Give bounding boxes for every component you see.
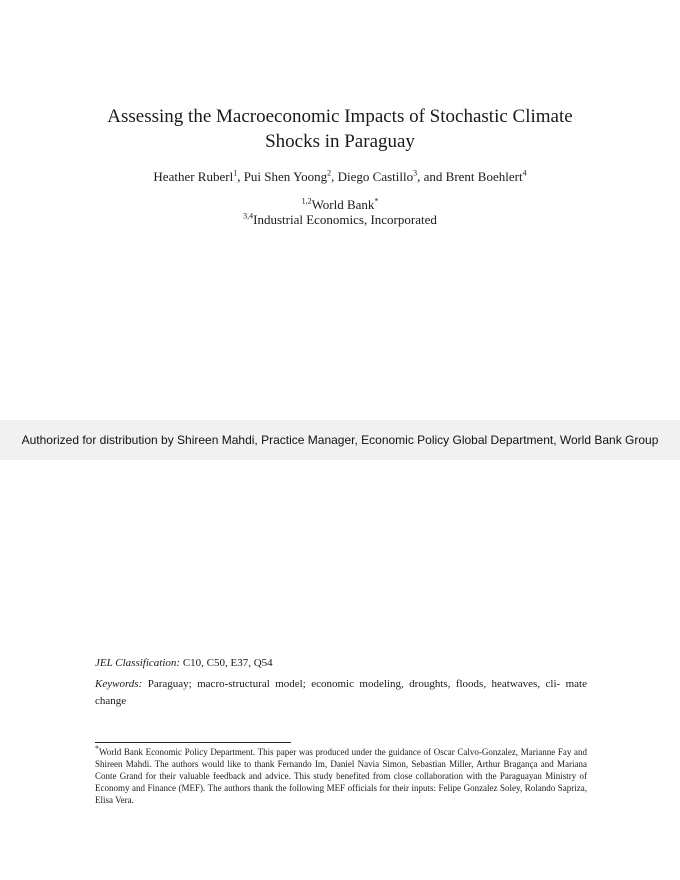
keywords-value: Paraguay; macro-structural model; economic modeling, droughts, floods, heatwaves, cli- mate change	[95, 678, 587, 707]
jel-value: C10, C50, E37, Q54	[182, 657, 273, 669]
author-name: Brent Boehlert	[445, 169, 523, 184]
jel-label: JEL Classification:	[95, 657, 181, 669]
title-line-2: Shocks in Paraguay	[265, 131, 415, 152]
author-affil-number: 2	[327, 168, 332, 178]
author-separator: , and	[417, 169, 446, 184]
author-affil-number: 4	[522, 168, 527, 178]
affiliation-name: World Bank	[311, 197, 375, 212]
author-list	[40, 169, 640, 185]
affiliation-numbers: 1,2	[301, 196, 312, 206]
author-separator: ,	[331, 169, 338, 184]
affiliation	[140, 212, 540, 228]
jel-classification	[95, 657, 273, 669]
distribution-banner	[0, 420, 680, 460]
author-separator: ,	[237, 169, 244, 184]
affiliation-name: Industrial Economics, Incorporated	[253, 212, 437, 227]
keywords-label: Keywords:	[95, 678, 143, 690]
author-affil-number: 1	[233, 168, 238, 178]
affiliation	[140, 197, 540, 213]
author-name: Pui Shen Yoong	[243, 169, 328, 184]
footnote-rule	[95, 742, 291, 743]
paper-title	[60, 104, 620, 154]
title-line-1: Assessing the Macroeconomic Impacts of Stochastic Climate	[107, 106, 573, 127]
footnote-mark: *	[95, 744, 99, 753]
author-affil-number: 3	[413, 168, 418, 178]
footnote	[95, 746, 587, 806]
footnote-text: World Bank Economic Policy Department. This paper was produced under the guidance of Oscar Calvo-Gonzalez, Marianne Fay and Shireen Mahdi. The authors would like to thank Fernando Im, Daniel Navia Simon, Sebastian Miller, Arthur Bragança and Mariana Conte Grand for their valuable feedback and advice. This study benefited from close collaboration with the Paraguayan Ministry of Economy and Finance (MEF). The authors thank the following MEF officials for their inputs: Felipe Gonzalez Soley, Rolando Sapriza, Elisa Vera.	[95, 747, 587, 805]
keywords	[95, 676, 587, 710]
distribution-text: Authorized for distribution by Shireen Mahdi, Practice Manager, Economic Policy Global Department, World Bank Group	[21, 433, 659, 447]
footnote-marker[interactable]: *	[374, 196, 379, 206]
affiliation-numbers: 3,4	[243, 211, 254, 221]
author-name: Heather Ruberl	[153, 169, 234, 184]
author-name: Diego Castillo	[337, 169, 414, 184]
